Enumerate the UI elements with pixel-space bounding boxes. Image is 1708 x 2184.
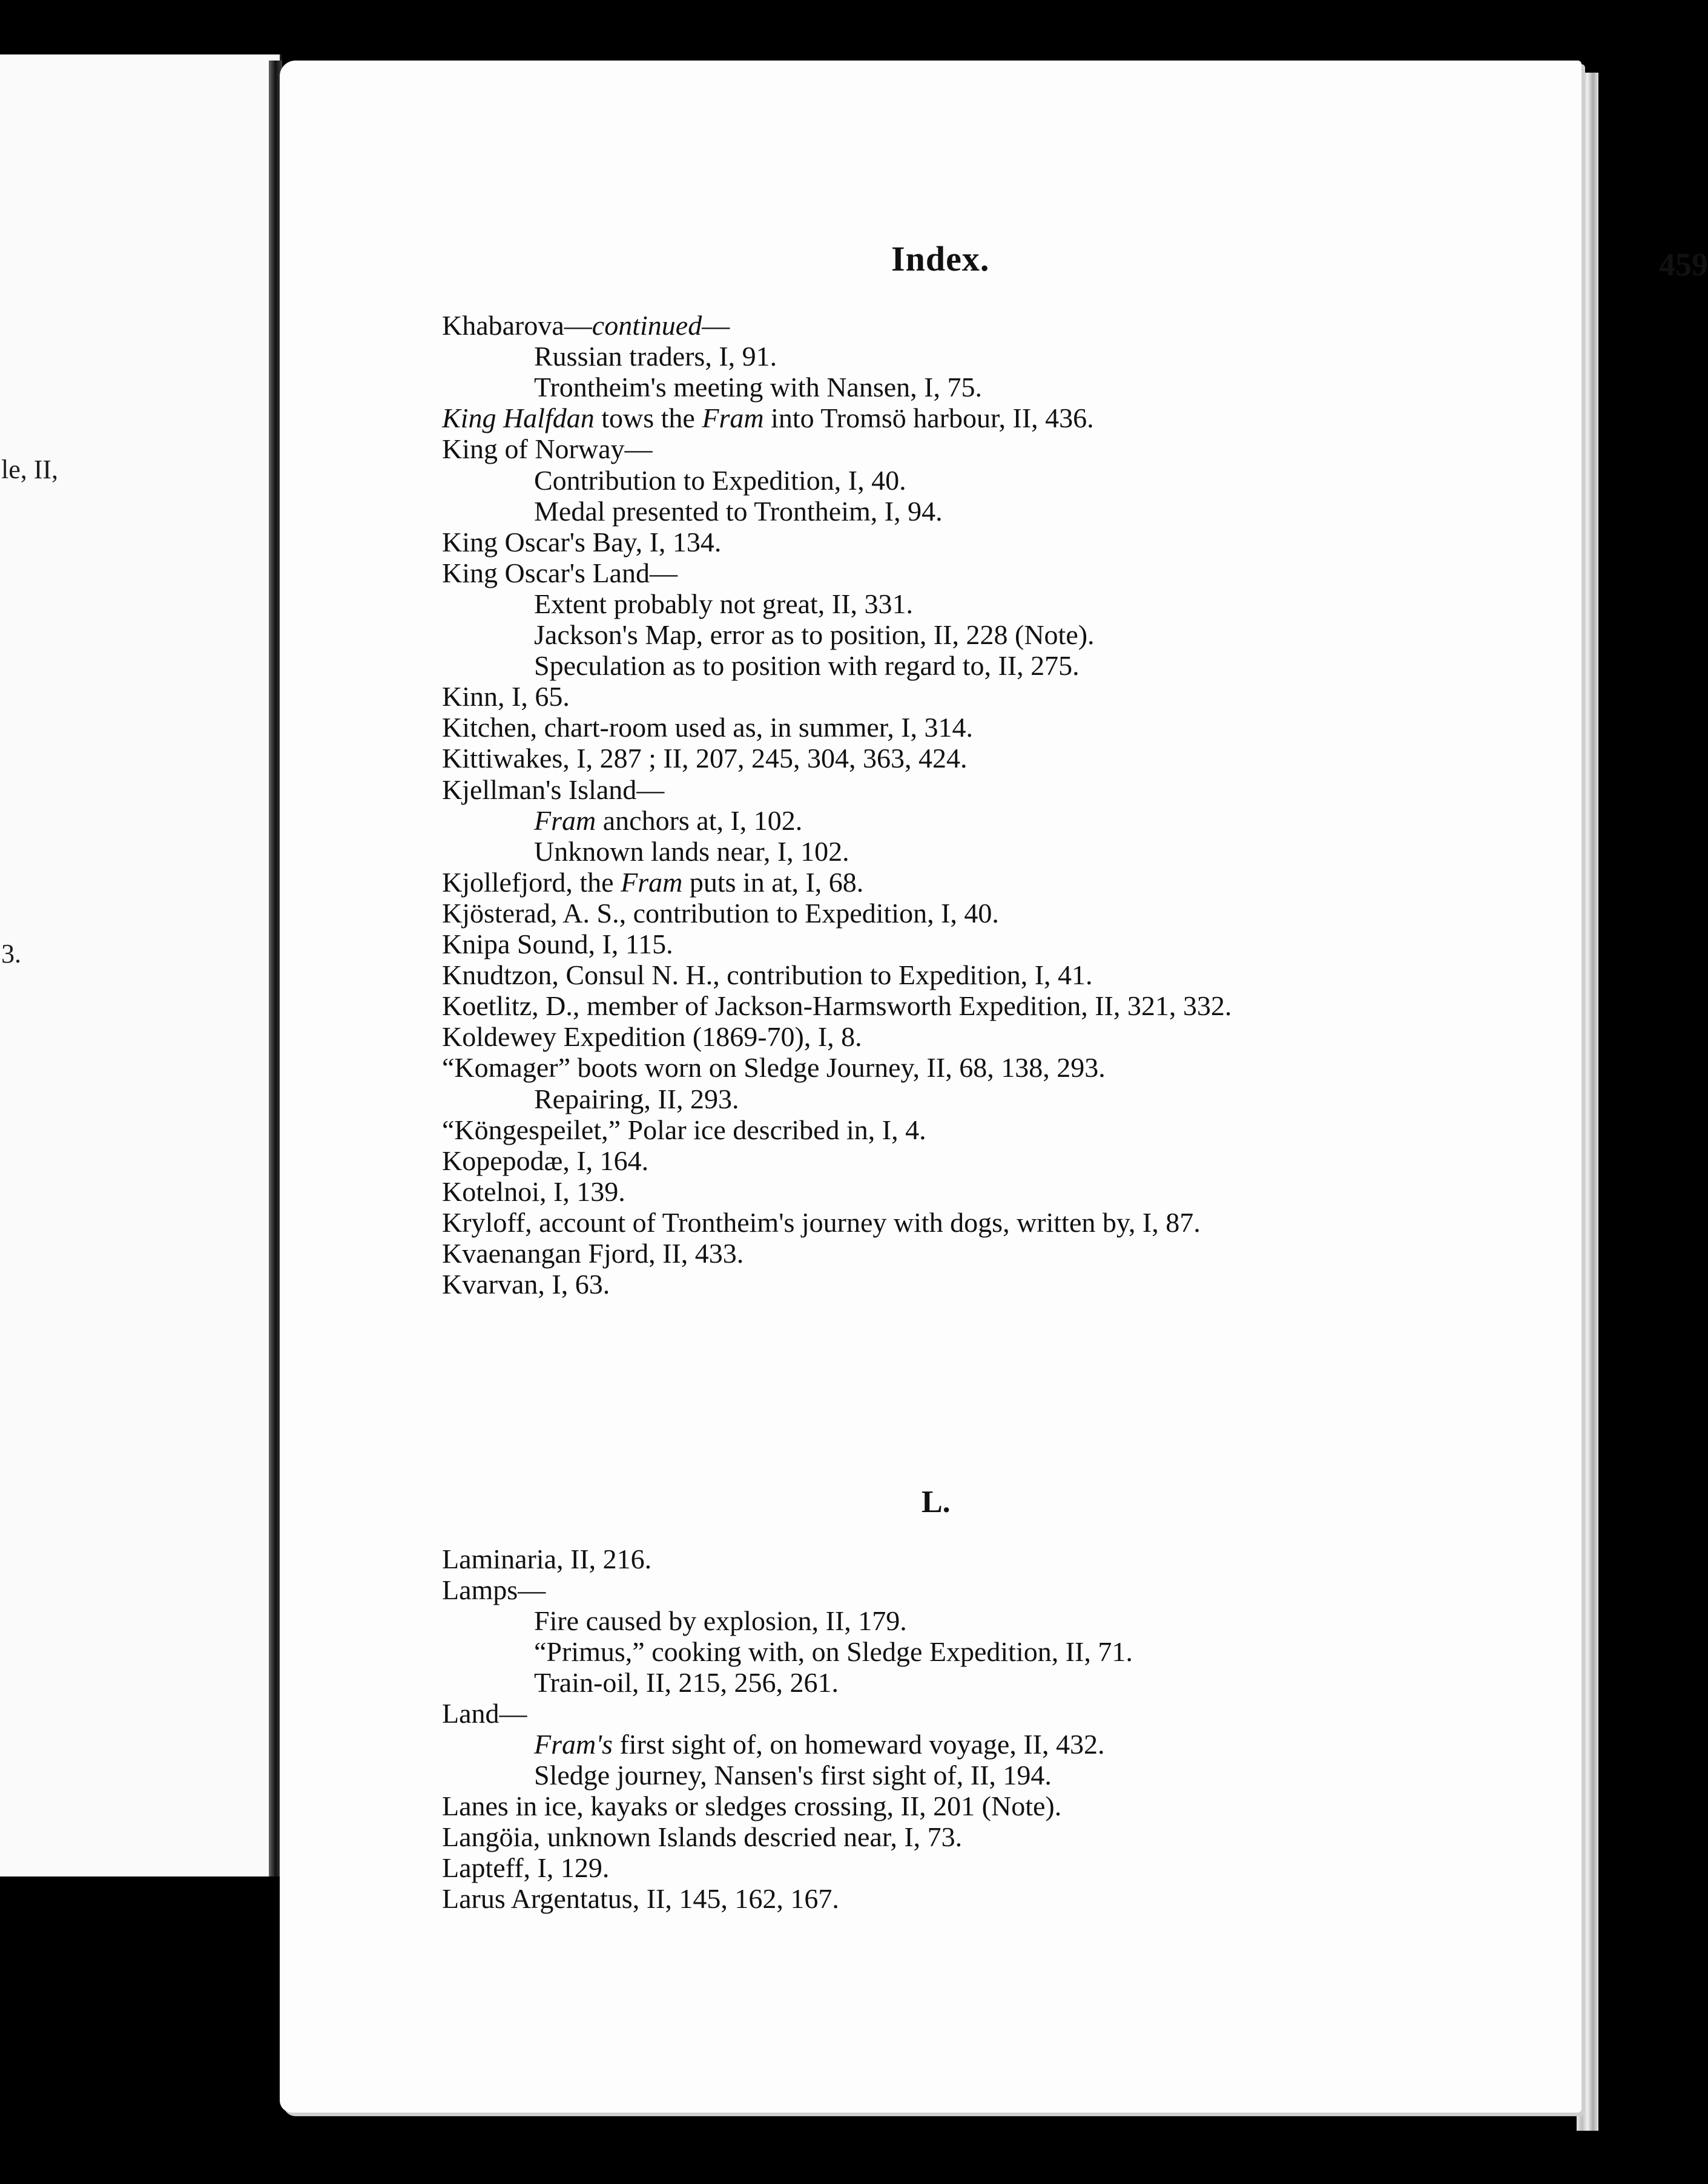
entry-text: tows the	[594, 403, 702, 434]
entry-text: Kvaenangan Fjord, II, 433.	[442, 1238, 744, 1269]
entry-text: Extent probably not great, II, 331.	[534, 588, 913, 619]
entry-text: Sledge journey, Nansen's first sight of, II, 194.	[534, 1760, 1052, 1791]
entry-text: King Oscar's Bay, I, 134.	[442, 526, 722, 558]
entry-text: Kitchen, chart-room used as, in summer, I, 314.	[442, 712, 974, 743]
index-entry	[442, 1821, 962, 1853]
index-entry	[442, 1021, 862, 1053]
facing-page	[0, 54, 282, 1876]
italic-text: Fram	[621, 866, 683, 898]
section-heading: L.	[922, 1485, 951, 1519]
index-subentry	[534, 1729, 1104, 1760]
italic-text: King Halfdan	[442, 403, 595, 434]
index-entry	[442, 1238, 744, 1269]
entry-text: “Primus,” cooking with, on Sledge Expedition, II, 71.	[534, 1636, 1133, 1667]
entry-text: Khabarova—	[442, 310, 592, 341]
index-subentry	[534, 650, 1080, 682]
index-entry	[442, 558, 678, 589]
index-subentry	[534, 1667, 839, 1699]
page-number: 459	[1659, 246, 1708, 283]
entry-text: first sight of, on homeward voyage, II, 432.	[612, 1729, 1105, 1760]
entry-text: Koetlitz, D., member of Jackson-Harmsworth Expedition, II, 321, 332.	[442, 990, 1232, 1022]
index-entry	[442, 1176, 625, 1208]
entry-text: Laminaria, II, 216.	[442, 1544, 652, 1574]
entry-text: Kvarvan, I, 63.	[442, 1269, 610, 1300]
entry-text: King Oscar's Land—	[442, 557, 678, 588]
index-entry	[442, 1114, 926, 1146]
index-entry	[442, 1574, 546, 1606]
index-subentry	[534, 465, 906, 496]
index-entry	[442, 898, 999, 929]
index-entry	[442, 1052, 1106, 1084]
entry-text: Jackson's Map, error as to position, II, 228 (Note).	[534, 619, 1095, 650]
index-subentry	[534, 836, 849, 867]
italic-text: Fram's	[534, 1729, 613, 1760]
entry-text: Contribution to Expedition, I, 40.	[534, 464, 906, 496]
entry-text: Lapteff, I, 129.	[442, 1852, 610, 1883]
index-entry	[442, 1698, 527, 1729]
index-subentry	[534, 341, 777, 372]
entry-text: Kotelnoi, I, 139.	[442, 1176, 625, 1207]
facing-page-fragment: 3.	[1, 939, 21, 969]
entry-text: Unknown lands near, I, 102.	[534, 835, 849, 867]
entry-text: Koldewey Expedition (1869-70), I, 8.	[442, 1021, 862, 1053]
entry-text: Kopepodæ, I, 164.	[442, 1145, 649, 1176]
entry-text: Train-oil, II, 215, 256, 261.	[534, 1667, 839, 1698]
entry-text: Langöia, unknown Islands descried near, I, 73.	[442, 1821, 963, 1852]
entry-text: anchors at, I, 102.	[596, 804, 803, 836]
index-subentry	[534, 1605, 907, 1637]
index-entry	[442, 712, 973, 743]
entry-text: Kjösterad, A. S., contribution to Expedition, I, 40.	[442, 897, 999, 929]
index-subentry	[534, 619, 1095, 651]
index-entry	[442, 1852, 609, 1884]
entry-text: Speculation as to position with regard to, II, 275.	[534, 650, 1080, 682]
entry-text: puts in at, I, 68.	[682, 866, 864, 898]
entry-text: Kinn, I, 65.	[442, 681, 570, 712]
italic-text: continued	[592, 310, 702, 341]
entry-text: Kittiwakes, I, 287 ; II, 207, 245, 304, 363, 424.	[442, 743, 968, 774]
index-entry	[442, 1544, 651, 1575]
index-entry	[442, 433, 653, 465]
index-subentry	[534, 1636, 1133, 1668]
index-entry	[442, 1207, 1201, 1238]
entry-text: Larus Argentatus, II, 145, 162, 167.	[442, 1883, 839, 1914]
index-subentry	[534, 372, 982, 403]
entry-text: Knudtzon, Consul N. H., contribution to Expedition, I, 41.	[442, 959, 1093, 991]
entry-text: Lanes in ice, kayaks or sledges crossing, II, 201 (Note).	[442, 1791, 1062, 1821]
index-entry	[442, 1883, 839, 1915]
index-entry	[442, 1145, 648, 1177]
index-entry	[442, 990, 1232, 1022]
entry-text: Russian traders, I, 91.	[534, 341, 777, 372]
index-entry	[442, 681, 570, 712]
running-head: Index.	[891, 239, 990, 278]
index-subentry	[534, 588, 913, 620]
entry-text: Fire caused by explosion, II, 179.	[534, 1605, 907, 1636]
italic-text: Fram	[702, 403, 764, 434]
entry-text: “Köngespeilet,” Polar ice described in, I, 4.	[442, 1114, 926, 1145]
entry-text: —	[702, 310, 730, 341]
index-subentry	[534, 1084, 739, 1115]
entry-text: Trontheim's meeting with Nansen, I, 75.	[534, 372, 982, 403]
facing-page-fragment: le, II,	[1, 455, 59, 484]
index-entry	[442, 959, 1093, 991]
entry-text: Land—	[442, 1698, 527, 1729]
entry-text: “Komager” boots worn on Sledge Journey, II, 68, 138, 293.	[442, 1052, 1106, 1084]
index-subentry	[534, 805, 802, 837]
index-entry	[442, 310, 730, 341]
entry-text: Knipa Sound, I, 115.	[442, 929, 673, 959]
entry-text: Medal presented to Trontheim, I, 94.	[534, 495, 943, 527]
entry-text: into Tromsö harbour, II, 436.	[763, 403, 1094, 434]
entry-text: King of Norway—	[442, 433, 653, 465]
index-entry	[442, 1269, 610, 1300]
index-entry	[442, 527, 721, 558]
entry-text: Kjellman's Island—	[442, 774, 665, 805]
entry-text: Kryloff, account of Trontheim's journey with dogs, written by, I, 87.	[442, 1206, 1201, 1238]
italic-text: Fram	[534, 804, 596, 836]
index-subentry	[534, 1760, 1052, 1791]
index-entry	[442, 403, 1094, 434]
index-subentry	[534, 496, 943, 527]
entry-text: Repairing, II, 293.	[534, 1083, 739, 1114]
index-entry	[442, 743, 968, 774]
index-page	[280, 61, 1708, 2113]
index-entry	[442, 1791, 1061, 1822]
index-entry	[442, 929, 673, 960]
index-entry	[442, 867, 863, 898]
entry-text: Kjollefjord, the	[442, 866, 621, 898]
entry-text: Lamps—	[442, 1574, 546, 1605]
index-entry	[442, 774, 664, 806]
